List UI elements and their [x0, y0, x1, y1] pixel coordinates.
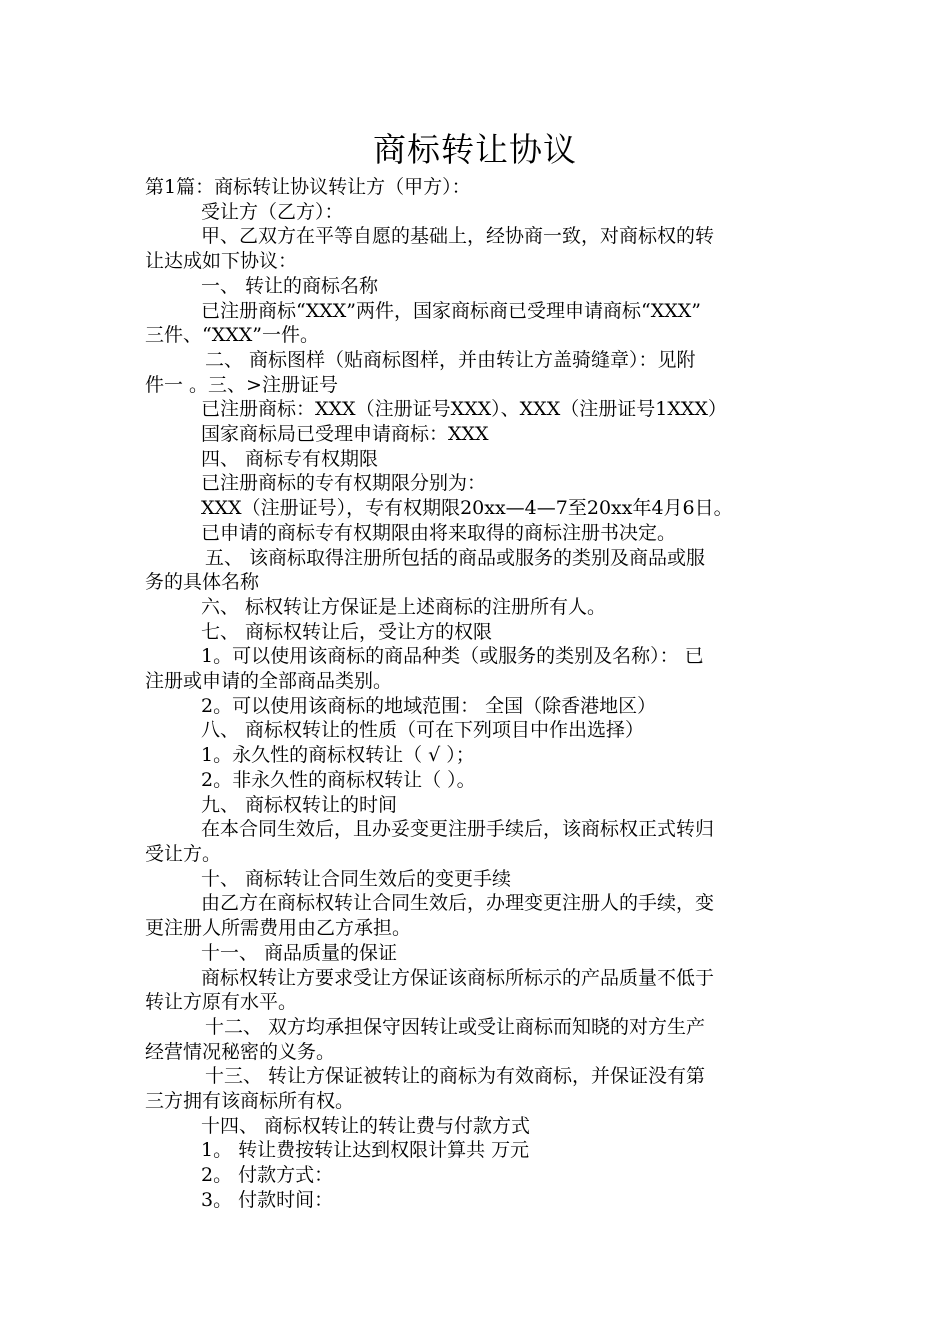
document-line: 第1篇：商标转让协议转让方（甲方）： [145, 176, 471, 198]
document-line: 四、 商标专有权期限 [201, 447, 379, 470]
document-line: XXX（注册证号），专有权期限20xx—4—7至20xx年4月6日。 [201, 497, 733, 520]
document-line: 务的具体名称 [145, 571, 260, 594]
document-line: 更注册人所需费用由乙方承担。 [145, 917, 412, 940]
document-line: 3。 付款时间： [201, 1188, 334, 1211]
document-line: 十一、 商品质量的保证 [201, 941, 398, 964]
document-line: 九、 商标权转让的时间 [201, 793, 398, 816]
document-line: 甲、乙双方在平等自愿的基础上，经协商一致，对商标权的转 [201, 225, 715, 248]
document-line: 2。 付款方式： [201, 1164, 334, 1187]
document-title: 商标转让协议 [373, 130, 577, 169]
document-line: 已注册商标：XXX（注册证号XXX）、XXX（注册证号1XXX） [201, 398, 727, 421]
document-line: 五、 该商标取得注册所包括的商品或服务的类别及商品或服 [205, 546, 706, 569]
document-line: 商标权转让方要求受让方保证该商标所标示的产品质量不低于 [201, 966, 715, 989]
document-line: 十、 商标转让合同生效后的变更手续 [201, 867, 512, 890]
document-line: 十四、 商标权转让的转让费与付款方式 [201, 1114, 531, 1137]
document-line: 二、 商标图样（贴商标图样，并由转让方盖骑缝章）：见附 [205, 348, 696, 371]
document-line: 1。 转让费按转让达到权限计算共 万元 [201, 1139, 530, 1162]
document-line: 三方拥有该商标所有权。 [145, 1090, 355, 1113]
document-line: 1。可以使用该商标的商品种类（或服务的类别及名称）： 已 [201, 645, 704, 668]
document-line: 2。可以使用该商标的地域范围： 全国（除香港地区） [201, 694, 657, 717]
document-line: 已注册商标“XXX”两件，国家商标商已受理申请商标“XXX” [201, 299, 702, 322]
document-line: 一、 转让的商标名称 [201, 274, 379, 297]
document-line: 已申请的商标专有权期限由将来取得的商标注册书决定。 [201, 521, 677, 544]
document-line: 受让方。 [145, 842, 222, 865]
document-line: 转让方原有水平。 [145, 991, 298, 1014]
document-line: 七、 商标权转让后，受让方的权限 [201, 620, 493, 643]
document-line: 六、 标权转让方保证是上述商标的注册所有人。 [201, 595, 607, 618]
document-line: 三件、“XXX”一件。 [145, 324, 320, 347]
document-line: 让达成如下协议： [145, 250, 298, 273]
document-body [145, 175, 810, 1213]
document-line: 经营情况秘密的义务。 [145, 1040, 336, 1063]
document-line: 1。永久性的商标权转让（ √ ）； [201, 744, 475, 767]
document-line: 件一 。三、>注册证号 [145, 373, 338, 396]
document-line: 注册或申请的全部商品类别。 [145, 670, 393, 693]
document-line: 由乙方在商标权转让合同生效后，办理变更注册人的手续，变 [201, 892, 715, 915]
document-line: 2。非永久性的商标权转让（ ）。 [201, 768, 476, 791]
document-line: 国家商标局已受理申请商标：XXX [201, 423, 489, 446]
document-line: 八、 商标权转让的性质（可在下列项目中作出选择） [201, 719, 645, 742]
document-line: 在本合同生效后，且办妥变更注册手续后，该商标权正式转归 [201, 818, 715, 841]
document-line: 十三、 转让方保证被转让的商标为有效商标，并保证没有第 [205, 1065, 706, 1088]
document-line: 十二、 双方均承担保守因转让或受让商标而知晓的对方生产 [205, 1015, 706, 1038]
document-line: 受让方（乙方）： [201, 200, 344, 223]
document-line: 已注册商标的专有权期限分别为： [201, 472, 487, 495]
